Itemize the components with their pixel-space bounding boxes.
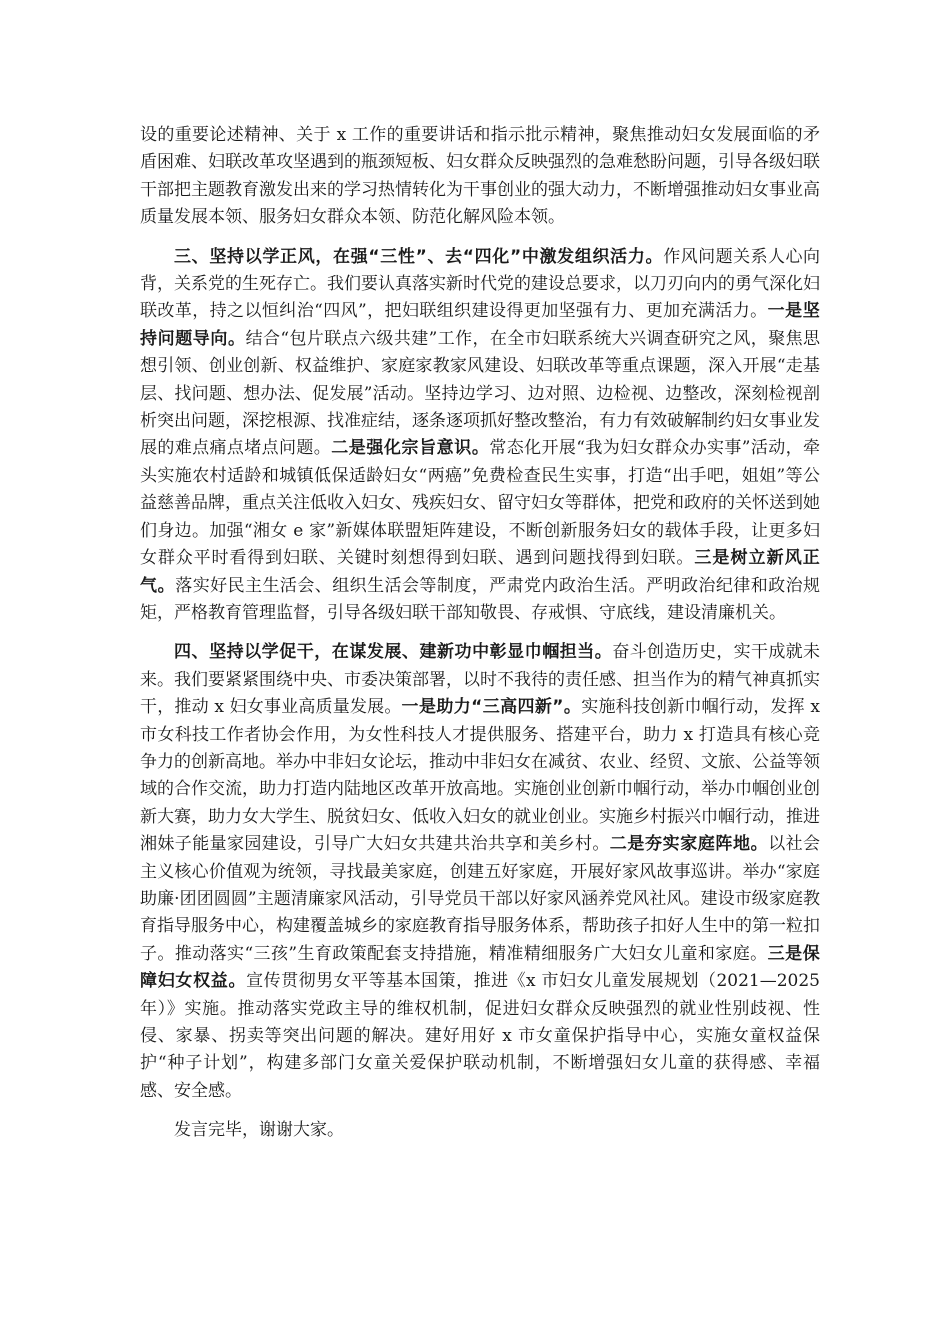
section-three-heading: 三、坚持以学正风，在强“三性”、去“四化”中激发组织活力。 <box>174 246 664 267</box>
section-four-text-3: 以社会主义核心价值观为统领，寻找最美家庭，创建五好家庭，开展好家风故事巡讲。举办“家庭助廉·团团圆圆”主题清廉家风活动，引导党员干部以好家风涵养党风社风。建设市级家庭教育指导服务中心，构建覆盖城乡的家庭教育指导服务体系，帮助孩子扣好人生中的第一粒扣子。推动落实“三孩”生育政策配套支持措施，精准精细服务广大妇女儿童和家庭。 <box>140 834 821 964</box>
section-four-text-4: 宣传贯彻男女平等基本国策，推进《x 市妇女儿童发展规划（2021—2025 年）》实施。推动落实党政主导的维权机制，促进妇女群众反映强烈的就业性别歧视、性侵、家暴、拐卖等突出问题的解决。建好用好 x 市女童保护指导中心，实施女童权益保护“种子计划”，构建多部门女童关爱保护联动机制，不断增强妇女儿童的获得感、幸福感、安全感。 <box>140 971 820 1101</box>
section-four-point-3: 三是保障妇女权益。 <box>140 943 820 992</box>
section-four-text-2: 实施科技创新巾帼行动，发挥 x 市女科技工作者协会作用，为女性科技人才提供服务、搭建平台，助力 x 打造具有核心竞争力的创新高地。举办中非妇女论坛，推动中非妇女在减贫、农业、经贸、文旅、公益等领域的合作交流，助力打造内陆地区改革开放高地。实施创业创新巾帼行动，举办巾帼创业创新大赛，助力女大学生、脱贫妇女、低收入妇女的就业创业。实施乡村振兴巾帼行动，推进湘妹子能量家园建设，引导广大妇女共建共治共享和美乡村。 <box>140 697 821 855</box>
section-three-point-2: 二是强化宗旨意识。 <box>331 438 490 459</box>
closing-remark: 发言完毕，谢谢大家。 <box>174 1120 344 1141</box>
section-four-text-1: 奋斗创造历史，实干成就未来。我们要紧紧围绕中央、市委决策部署，以时不我待的责任感、担当作为的精气神真抓实干，推动 x 妇女事业高质量发展。 <box>140 642 821 718</box>
document-body <box>140 122 820 1145</box>
section-three-text-2: 结合“包片联点六级共建”工作，在全市妇联系统大兴调查研究之风，聚焦思想引领、创业创新、权益维护、家庭家教家风建设、妇联改革等重点课题，深入开展“走基层、找问题、想办法、促发展”活动。坚持边学习、边对照、边检视、边整改，深刻检视剖析突出问题，深挖根源、找准症结，逐条逐项抓好整改整治，有力有效破解制约妇女事业发展的难点痛点堵点问题。 <box>140 328 820 459</box>
section-three-point-1: 一是坚持问题导向。 <box>140 301 820 349</box>
section-three-text-3: 常态化开展“我为妇女群众办实事”活动，牵头实施农村适龄和城镇低保适龄妇女“两癌”免费检查民生实事，打造“出手吧，姐姐”等公益慈善品牌，重点关注低收入妇女、残疾妇女、留守妇女等群体，把党和政府的关怀送到她们身边。加强“湘女 e 家”新媒体联盟矩阵建设，不断创新服务妇女的载体手段，让更多妇女群众平时看得到妇联、关键时刻想得到妇联、遇到问题找得到妇联。 <box>140 438 820 569</box>
section-three-text-4: 落实好民主生活会、组织生活会等制度，严肃党内政治生活。严明政治纪律和政治规矩，严格教育管理监督，引导各级妇联干部知敬畏、存戒惧、守底线，建设清廉机关。 <box>140 575 820 623</box>
section-three-text-1: 作风问题关系人心向背，关系党的生死存亡。我们要认真落实新时代党的建设总要求，以刀刃向内的勇气深化妇联改革，持之以恒纠治“四风”，把妇联组织建设得更加坚强有力、更加充满活力。 <box>140 246 821 322</box>
section-three-point-3: 三是树立新风正气。 <box>140 548 820 596</box>
section-four-point-1: 一是助力“三高四新”。 <box>401 697 582 718</box>
paragraph-section-four <box>140 639 820 1105</box>
paragraph-continuation: 设的重要论述精神、关于 x 工作的重要讲话和指示批示精神，聚焦推动妇女发展面临的矛盾困难、妇联改革攻坚遇到的瓶颈短板、妇女群众反映强烈的急难愁盼问题，引导各级妇联干部把主题教育激发出来的学习热情转化为干事创业的强大动力，不断增强推动妇女事业高质量发展本领、服务妇女群众本领、防范化解风险本领。 <box>140 125 820 228</box>
paragraph-section-three <box>140 244 820 628</box>
section-four-heading: 四、坚持以学促干，在谋发展、建新功中彰显巾帼担当。 <box>174 642 613 663</box>
section-four-point-2: 二是夯实家庭阵地。 <box>609 834 769 855</box>
